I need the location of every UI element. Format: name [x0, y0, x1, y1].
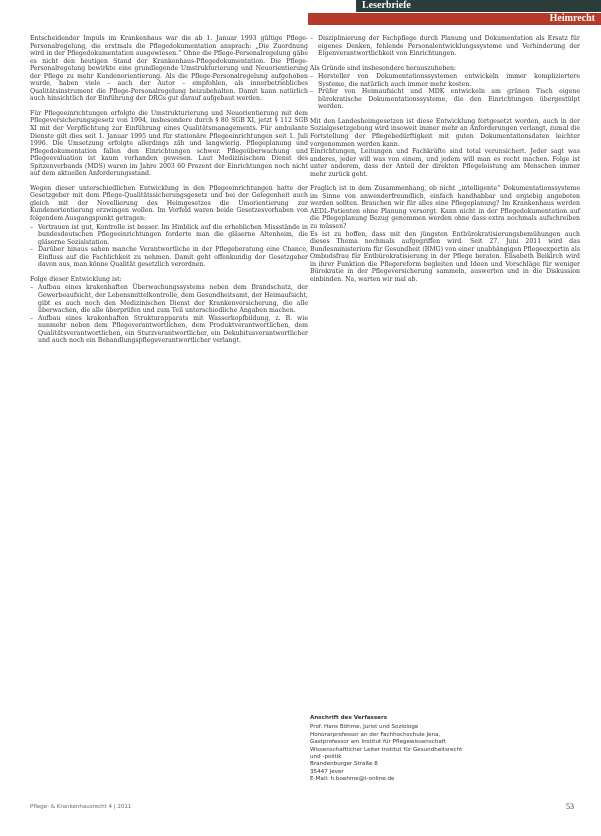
address-line: 35447 Jever: [310, 768, 344, 775]
address-email: E-Mail: h.boehme@t-online.de: [310, 776, 395, 783]
list-item: – Prüfer von Heimaufsicht und MDK entwickeln am grünen Tisch eigene bürokratische Dokumentationssysteme, die den Einrichtungen übergestülpt werden.: [318, 88, 580, 111]
paragraph: Es ist zu hoffen, dass mit den jüngsten Entbürokratisierungsbemühungen auch dieses Thema nochmals aufgegriffen wird. Seit 27. Juni 2011 wird das Bundesministerium für Gesundheit (BMG) von einer unabhängigen Pflegeexpertin als Ombudsfrau für Entbürokratisierung in der Pflege beraten. Elisabeth Beikirch wird in ihrer Funktion die Pflegereform begleiten und Ideen und Vorschläge für weniger Bürokratie in der Pflegeversicherung sammeln, auswerten und in die Diskussion einbinden. Na, warten wir mal ab.: [310, 230, 580, 283]
bullet-list: [310, 35, 580, 58]
list-item: – Darüber hinaus sahen manche Verantwortliche in der Pflegeberatung eine Chance, Einfluss auf die Fachlichkeit zu nehmen. Damit geht offenkundig der Gesetzgeber davon aus, man könne Qualität gesetzlich verordnen.: [38, 246, 308, 269]
list-item: – Aufbau eines krakenhaften Strukturapparats mit Wasserkopfbildung, z. B. wie nunmehr neben dem Pflegeverantwortlichen, dem Produktverantwortlichen, dem Qualitätsverantwortlichen, ein Sturzverantwortlicher, ein Dekubitusverantwortlicher und auch noch ein Behandlungspflegeverantwortlicher verlangt.: [38, 315, 308, 345]
category-bar: [308, 13, 601, 25]
page-number: 53: [566, 802, 574, 811]
list-item: – Aufbau eines krakenhaften Überwachungssystems neben dem Brandschutz, der Gewerbeaufsicht, der Lebensmittelkontrolle, dem Gesundheitsamt, der Heimaufsicht, gibt es auch noch den Medizinischen Dienst der Krankenversicherung, die alle überwachen, die alle überprüfen und zum Teil unterschiedliche Angaben machen.: [38, 284, 308, 314]
paragraph: Wegen dieser unterschiedlichen Entwicklung in den Pflegeeinrichtungen hatte der Gesetzgeber mit dem Pflege-Qualitätssicherungsgesetz und bei der Gelegenheit auch gleich mit der Novellierung des Heimgesetzes die Umorientierung zur Kundenorientierung erzwingen wollen. Im Vorfeld waren beide Gesetzesvorhaben von folgendem Ausgangspunkt getragen:: [30, 184, 308, 223]
bullet-list: [310, 73, 580, 111]
address-line: Gastprofessor am Institut für Pflegewissenschaft: [310, 739, 446, 746]
list-item: – Disziplinierung der Fachpflege durch Planung und Dokumentation als Ersatz für eigenes Denken, fehlende Personalentwicklungssysteme und Verhinderung der Eigenverantwortlichkeit von Einrichtungen.: [318, 35, 580, 58]
list-item: – Hersteller von Dokumentationssystemen entwickeln immer kompliziertere Systeme, die natürlich auch immer mehr kosten.: [318, 73, 580, 88]
journal-footer: Pflege- & Krankenhausrecht 4 | 2011: [30, 804, 132, 810]
left-column: [30, 35, 308, 352]
paragraph: Folge dieser Entwicklung ist:: [30, 275, 122, 283]
address-heading: Anschrift des Verfassers: [310, 715, 388, 721]
paragraph: Für Pflegeeinrichtungen erfolgte die Umstrukturierung und Neuorientierung mit dem Pflegeversicherungsgesetz von 1994, insbesondere durch § 80 SGB XI, jetzt § 112 SGB XI mit der Verpflichtung zur Einführung eines Qualitätsmanagements. Für ambulante Dienste gilt dies seit 1. Januar 1995 und für stationäre Pflegeeinrichtungen seit 1. Juli 1996. Die Umsetzung erfolgte allerdings zäh und langwierig. Pflegeplanung und Pflegedokumentation fallen den Einrichtungen schwer. Pflegeüberwachung und Pflegeevaluation ist kaum vorhanden gewesen. Laut Medizinischem Dienst des Spitzenverbands (MDS) waren im Jahre 2003 60 Prozent der Einrichtungen noch nicht auf dem aktuellen Anforderungsstand.: [30, 109, 308, 178]
bullet-list: [30, 224, 308, 269]
address-line: Wissenschaftlicher Leiter Institut für Gesundheitsrecht: [310, 746, 463, 753]
paragraph: Als Gründe sind insbesondere herauszuheben:: [310, 64, 457, 72]
paragraph: Einrichtungen, Leitungen und Fachkräfte sind total verunsichert. Jeder sagt was anderes, jeder will was von einem, und jedem will man es recht machen. Folge ist unter anderem, dass der Anteil der direkten Pflegeleistung am Menschen immer mehr zurück geht.: [310, 148, 580, 178]
address-line: Brandenburger Straße 8: [310, 761, 378, 768]
address-line: Honorarprofessor an der Fachhochschule Jena,: [310, 731, 441, 738]
right-column: [310, 35, 580, 290]
paragraph: Entscheidender Impuls im Krankenhaus war die ab 1. Januar 1993 gültige Pflege-Personalregelung, die erstmals die Pflegedokumentation ansprach: „Die Zuordnung wird in der Pflegedokumentation ausgewiesen.“ Ohne die Pflege-Personalregelung gäbe es nicht den heutigen Stand der Krankenhaus-Pflegedokumentation. Die Pflege-Personalregelung bewirkte eine grundlegende Umstrukturierung und Neuorientierung der Pflege zu mehr Kundenorientierung. Als die Pflege-Personalregelung aufgehoben wurde, haben viele – auch der Autor – empfohlen, als innerbetriebliches Qualitätsinstrument die Pflege-Personalregelung beizubehalten. Damit kann natürlich auch hinsichtlich der Einführung der DRGs gut darauf aufgebaut werden.: [30, 35, 308, 103]
list-item: – Vertrauen ist gut, Kontrolle ist besser. Im Hinblick auf die erheblichen Missstände in bundesdeutschen Pflegeeinrichtungen forderte man die gläserne Altenheim, die gläserne Sozialstation.: [38, 224, 308, 247]
section-title: Leserbriefe: [362, 0, 411, 11]
section-tab: [356, 0, 601, 12]
address-line: Prof. Hans Böhme, Jurist und Soziologe: [310, 724, 419, 731]
author-address: [310, 715, 580, 784]
category-title: Heimrecht: [549, 13, 595, 24]
bullet-list: [30, 284, 308, 344]
address-line: und -politik: [310, 754, 342, 761]
paragraph: Fraglich ist in dem Zusammenhang, ob nicht „intelligente“ Dokumentationssysteme im Sinne von anwenderfreundlich, einfach handhabbar und ergiebig angeboten werden sollten. Brauchen wir für alles eine Pflegeplanung? Im Krankenhaus werden AEDL-Patienten ohne Planung versorgt. Kann nicht in der Pflegedokumentation auf die Pflegeplanung Bezug genommen werden ohne dass extra nochmals aufschreiben zu müssen?: [310, 185, 580, 231]
paragraph: Mit den Landesheimgesetzen ist diese Entwicklung fortgesetzt worden, auch in der Sozialgesetzgebung wird insoweit immer mehr an Anforderungen verlangt, zumal die Fortstellung der Pflegebedürftigkeit mit guten Dokumentationsdaten leichter vorgenommen werden kann.: [310, 117, 580, 148]
